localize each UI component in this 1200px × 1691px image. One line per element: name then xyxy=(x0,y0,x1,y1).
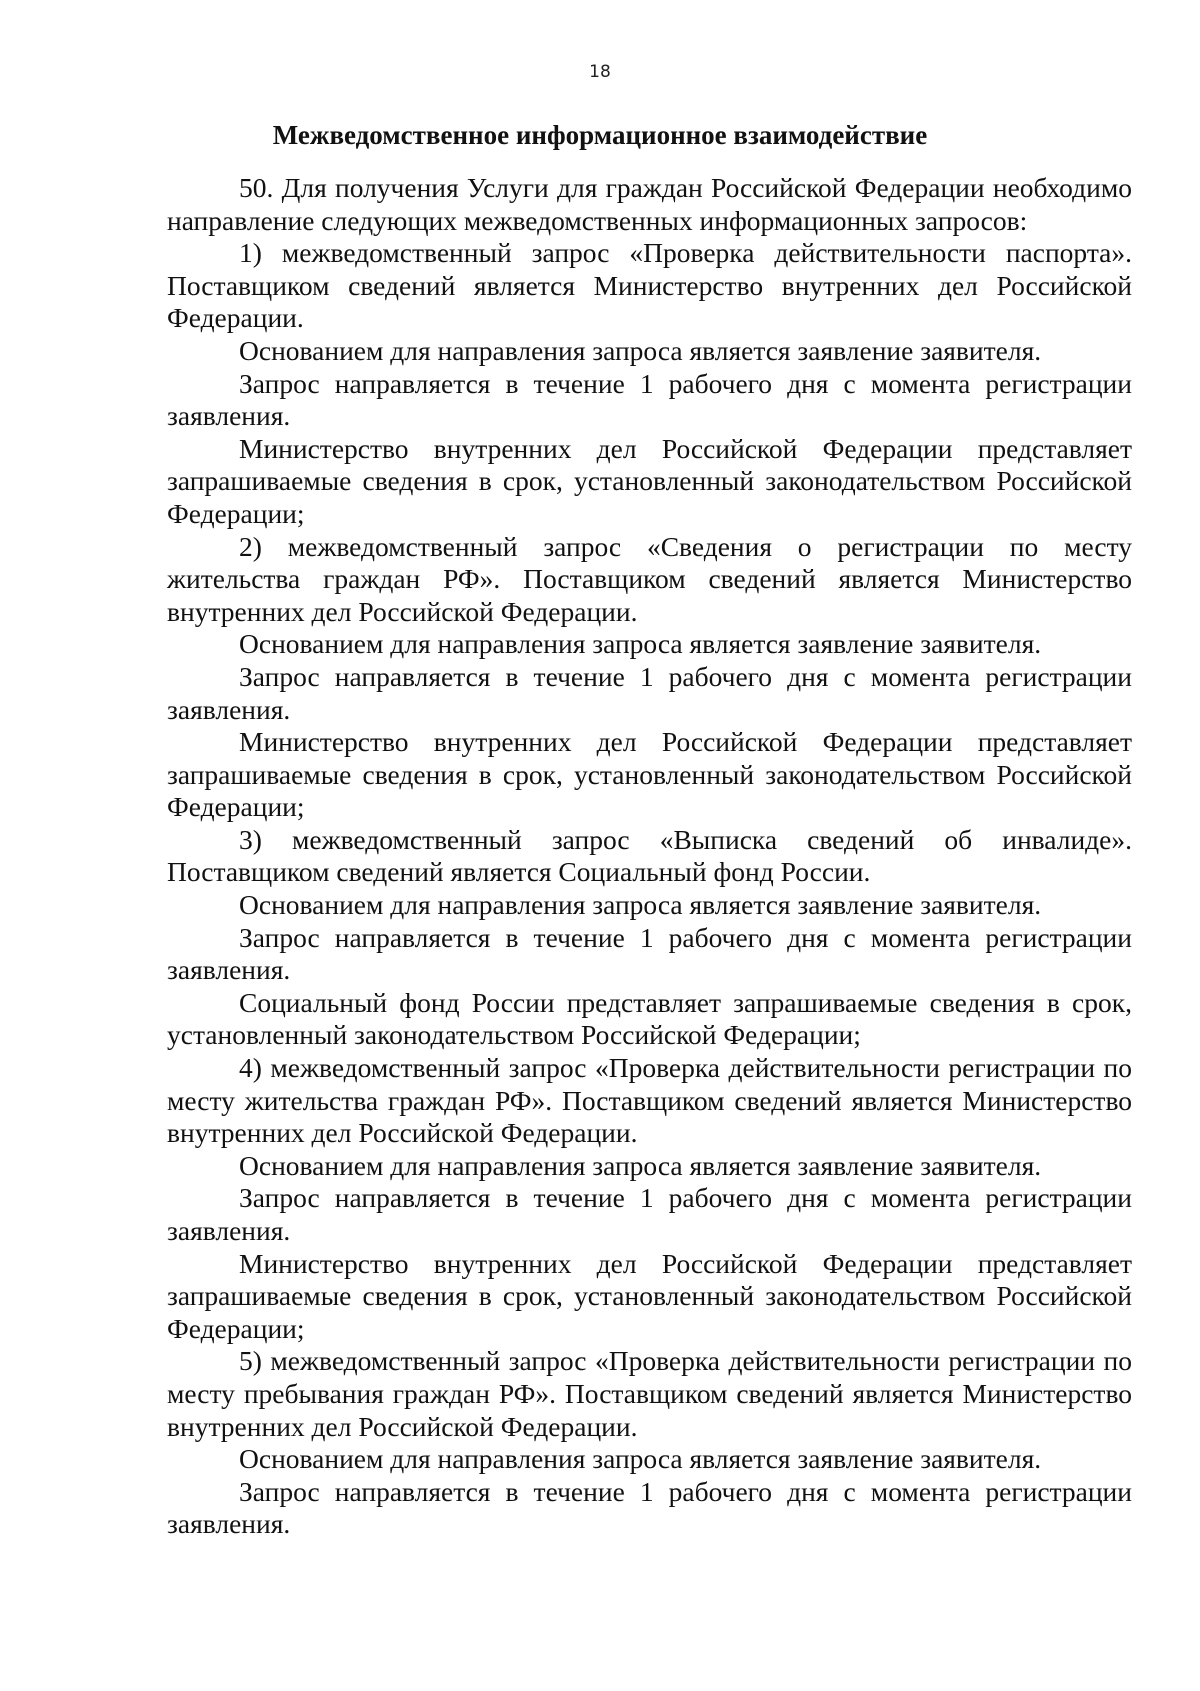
paragraph: Запрос направляется в течение 1 рабочего дня с момента регистрации заявления. xyxy=(167,1475,1132,1540)
paragraph: Основанием для направления запроса является заявление заявителя. xyxy=(239,889,1042,921)
document-body xyxy=(167,172,1132,1541)
paragraph: 4) межведомственный запрос «Проверка действительности регистрации по месту жительства граждан РФ». Поставщиком сведений является Министерство внутренних дел Российской Федерации. xyxy=(167,1052,1132,1149)
paragraph: Запрос направляется в течение 1 рабочего дня с момента регистрации заявления. xyxy=(167,1182,1132,1246)
page-number: 18 xyxy=(589,62,611,82)
paragraph: 1) межведомственный запрос «Проверка действительности паспорта». Поставщиком сведений является Министерство внутренних дел Российской Федерации. xyxy=(167,237,1132,334)
paragraph: 50. Для получения Услуги для граждан Российской Федерации необходимо направление следующих межведомственных информационных запросов: xyxy=(167,172,1132,236)
paragraph: Министерство внутренних дел Российской Федерации представляет запрашиваемые сведения в срок, установленный законодательством Российской Федерации; xyxy=(167,726,1132,823)
paragraph: Основанием для направления запроса является заявление заявителя. xyxy=(239,628,1042,660)
paragraph: Основанием для направления запроса является заявление заявителя. xyxy=(239,1443,1042,1475)
section-heading: Межведомственное информационное взаимодействие xyxy=(272,120,928,150)
paragraph: 3) межведомственный запрос «Выписка сведений об инвалиде». Поставщиком сведений является Социальный фонд России. xyxy=(167,823,1132,888)
paragraph: Министерство внутренних дел Российской Федерации представляет запрашиваемые сведения в срок, установленный законодательством Российской Федерации; xyxy=(167,1247,1132,1344)
paragraph: Социальный фонд России представляет запрашиваемые сведения в срок, установленный законодательством Российской Федерации; xyxy=(167,986,1132,1051)
paragraph: Основанием для направления запроса является заявление заявителя. xyxy=(239,334,1042,366)
paragraph: Основанием для направления запроса является заявление заявителя. xyxy=(239,1149,1042,1181)
paragraph: Запрос направляется в течение 1 рабочего дня с момента регистрации заявления. xyxy=(167,367,1132,432)
paragraph: Запрос направляется в течение 1 рабочего дня с момента регистрации заявления. xyxy=(167,921,1132,986)
paragraph: Запрос направляется в течение 1 рабочего дня с момента регистрации заявления. xyxy=(167,660,1132,725)
paragraph: 2) межведомственный запрос «Сведения о регистрации по месту жительства граждан РФ». Поставщиком сведений является Министерство внутренних дел Российской Федерации. xyxy=(167,530,1132,627)
paragraph: 5) межведомственный запрос «Проверка действительности регистрации по месту пребывания граждан РФ». Поставщиком сведений является Министерство внутренних дел Российской Федерации. xyxy=(167,1345,1132,1442)
paragraph: Министерство внутренних дел Российской Федерации представляет запрашиваемые сведения в срок, установленный законодательством Российской Федерации; xyxy=(167,432,1132,529)
